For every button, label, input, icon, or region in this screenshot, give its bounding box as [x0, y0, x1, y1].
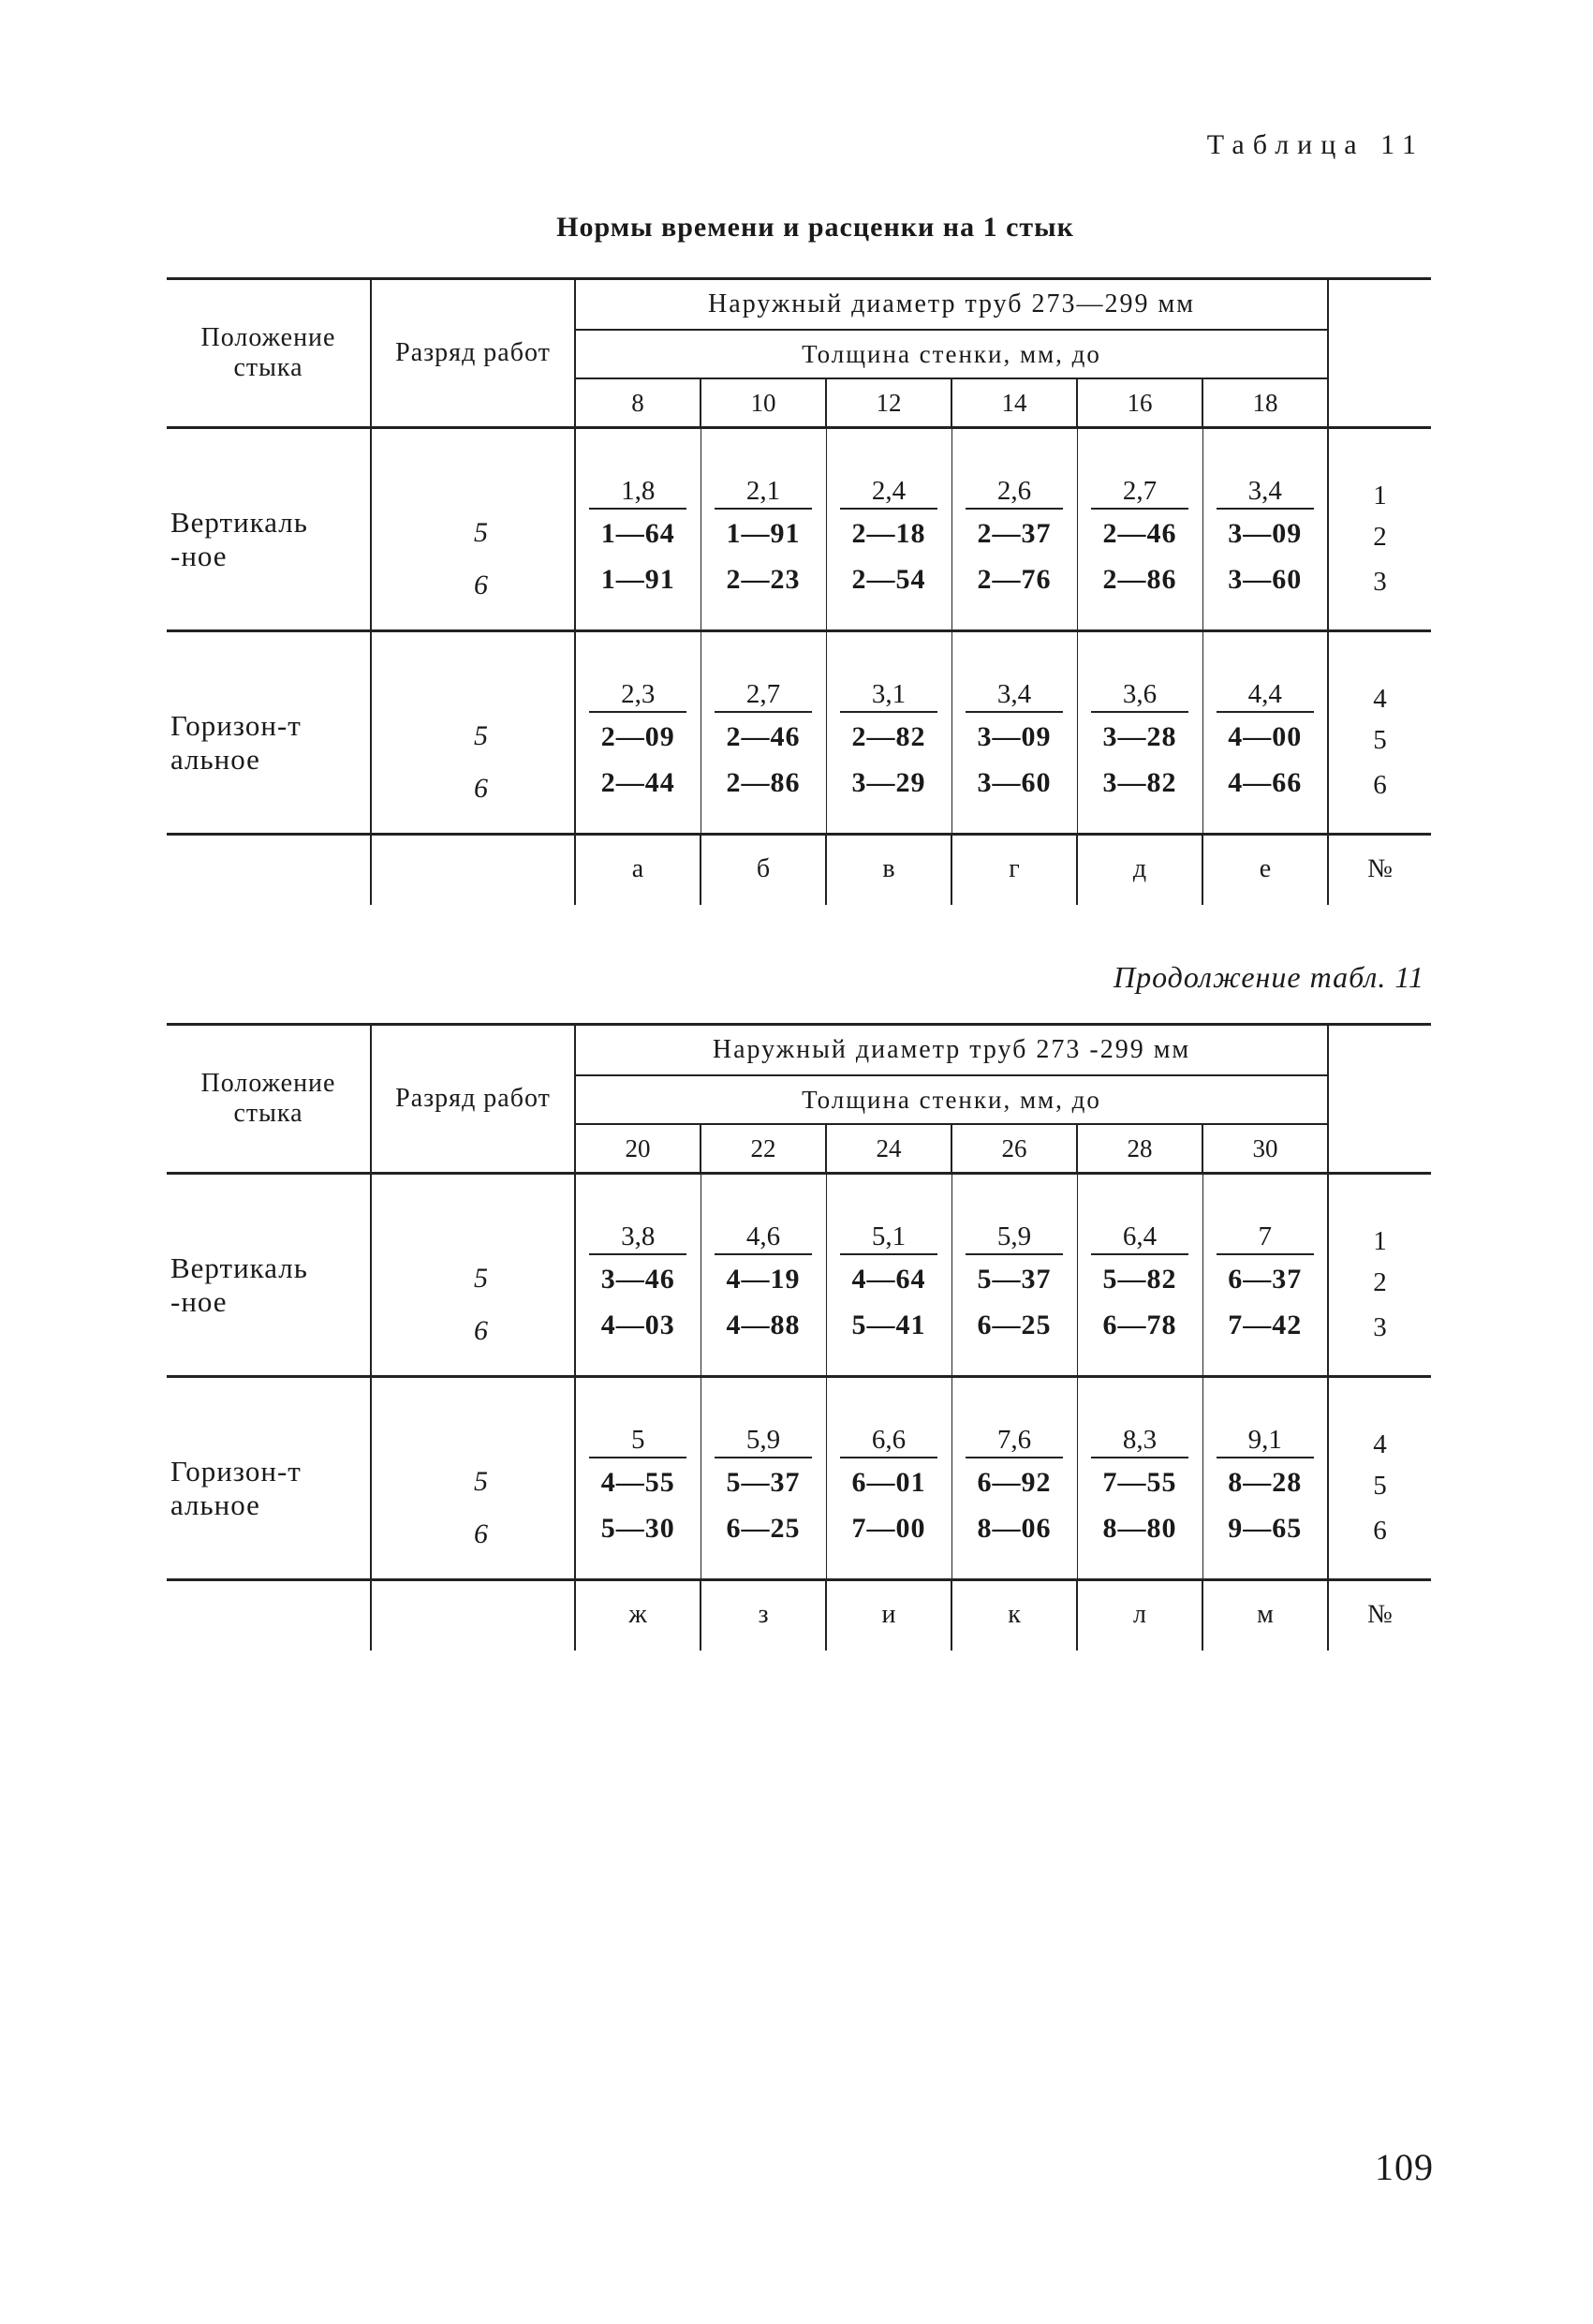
rate-grade-6: 5—41: [851, 1310, 926, 1340]
grade-value: 5: [474, 517, 488, 548]
table-row-group: [167, 631, 1431, 835]
value-cell: [951, 1174, 1077, 1377]
grade-value: 5: [474, 1263, 488, 1294]
time-norm: 2,4: [840, 474, 937, 510]
column-letter: е: [1259, 854, 1272, 883]
row-number: 6: [1373, 770, 1387, 800]
time-norm: 7: [1217, 1220, 1314, 1255]
thickness-column-header: 22: [701, 1124, 826, 1172]
value-cell: [1077, 1174, 1202, 1377]
time-norm: 5: [589, 1423, 686, 1458]
column-letters-row: [167, 1580, 1431, 1651]
thickness-header: Толщина стенки, мм, до: [575, 330, 1328, 378]
rate-grade-5: 2—18: [851, 518, 926, 549]
diameter-header: Наружный диаметр труб 273—299 мм: [575, 279, 1328, 331]
row-number: 6: [1373, 1516, 1387, 1546]
page-number: 109: [1375, 2146, 1434, 2188]
rate-grade-6: 4—66: [1228, 767, 1303, 798]
value-cell: [575, 428, 701, 631]
time-norm: 1,8: [589, 474, 686, 510]
row-number: 2: [1373, 522, 1387, 552]
rate-grade-5: 3—46: [600, 1264, 675, 1295]
rate-grade-5: 8—28: [1228, 1467, 1303, 1498]
column-letter: л: [1133, 1600, 1146, 1629]
grade-cell: [371, 1377, 575, 1580]
position-text: Вертикаль-ное: [170, 506, 308, 572]
position-header: Положение стыка: [167, 1025, 371, 1173]
value-cell: [1077, 631, 1202, 835]
thickness-column-header: 16: [1077, 378, 1202, 426]
value-cell: [951, 1377, 1077, 1580]
column-letters-row: [167, 835, 1431, 906]
diameter-header: Наружный диаметр труб 273 -299 мм: [575, 1025, 1328, 1076]
time-norm: 6,6: [840, 1423, 937, 1458]
position-header: Положение стыка: [167, 279, 371, 427]
rate-grade-6: 3—60: [977, 767, 1052, 798]
norms-table-1: [167, 277, 1431, 905]
thickness-column-header: 26: [951, 1124, 1077, 1172]
value-cell: [826, 631, 951, 835]
value-cell: [701, 631, 826, 835]
value-cell: [1202, 428, 1328, 631]
position-label: [167, 1174, 371, 1377]
table-caption: Таблица 11: [1206, 129, 1424, 160]
rate-grade-5: 5—37: [726, 1467, 801, 1498]
rate-grade-5: 7—55: [1102, 1467, 1177, 1498]
time-norm: 4,4: [1217, 677, 1314, 713]
rate-grade-5: 5—82: [1102, 1264, 1177, 1295]
position-label: [167, 428, 371, 631]
value-cell: [1202, 1377, 1328, 1580]
number-header-blank: [1328, 279, 1431, 427]
value-cell: [826, 1174, 951, 1377]
thickness-column-header: 18: [1202, 378, 1328, 426]
thickness-column-header: 12: [826, 378, 951, 426]
rate-grade-6: 4—88: [726, 1310, 801, 1340]
norms-table-grid: [167, 1023, 1431, 1650]
grade-header: Разряд работ: [371, 279, 575, 427]
thickness-column-header: 20: [575, 1124, 701, 1172]
value-cell: [1077, 428, 1202, 631]
rate-grade-5: 1—91: [726, 518, 801, 549]
grade-value: 6: [474, 1518, 488, 1549]
row-number: 5: [1373, 1471, 1387, 1501]
continuation-caption: Продолжение табл. 11: [1113, 960, 1424, 994]
time-norm: 5,9: [715, 1423, 812, 1458]
time-norm: 2,7: [1091, 474, 1188, 510]
value-cell: [701, 1377, 826, 1580]
value-cell: [575, 1174, 701, 1377]
row-number: 1: [1373, 1226, 1387, 1256]
thickness-column-header: 28: [1077, 1124, 1202, 1172]
column-letter: и: [881, 1600, 896, 1629]
thickness-column-header: 8: [575, 378, 701, 426]
grade-value: 5: [474, 1466, 488, 1497]
rate-grade-6: 2—76: [977, 564, 1052, 595]
time-norm: 3,4: [1217, 474, 1314, 510]
rate-grade-6: 3—60: [1228, 564, 1303, 595]
grade-value: 6: [474, 773, 488, 804]
time-norm: 5,1: [840, 1220, 937, 1255]
row-number: 3: [1373, 1312, 1387, 1342]
rate-grade-6: 1—91: [600, 564, 675, 595]
rate-grade-5: 3—09: [977, 721, 1052, 752]
rate-grade-6: 5—30: [600, 1513, 675, 1544]
position-label: [167, 631, 371, 835]
column-letter: а: [631, 854, 644, 883]
position-label: [167, 1377, 371, 1580]
column-letter: м: [1257, 1600, 1274, 1629]
rate-grade-5: 2—82: [851, 721, 926, 752]
rate-grade-6: 2—44: [600, 767, 675, 798]
time-norm: 6,4: [1091, 1220, 1188, 1255]
rate-grade-6: 2—54: [851, 564, 926, 595]
column-letter: б: [756, 854, 771, 883]
rate-grade-5: 2—09: [600, 721, 675, 752]
time-norm: 3,6: [1091, 677, 1188, 713]
rate-grade-5: 2—46: [1102, 518, 1177, 549]
rate-grade-5: 6—37: [1228, 1264, 1303, 1295]
time-norm: 8,3: [1091, 1423, 1188, 1458]
grade-cell: [371, 1174, 575, 1377]
rate-grade-5: 4—19: [726, 1264, 801, 1295]
rate-grade-6: 4—03: [600, 1310, 675, 1340]
grade-cell: [371, 631, 575, 835]
rate-grade-6: 6—25: [977, 1310, 1052, 1340]
column-letter: ж: [628, 1600, 647, 1629]
rate-grade-5: 4—00: [1228, 721, 1303, 752]
rate-grade-6: 9—65: [1228, 1513, 1303, 1544]
time-norm: 2,1: [715, 474, 812, 510]
norms-table-2: [167, 1023, 1431, 1650]
rate-grade-6: 2—86: [1102, 564, 1177, 595]
row-number-cell: [1328, 1377, 1431, 1580]
grade-cell: [371, 428, 575, 631]
page-title: Нормы времени и расценки на 1 стык: [556, 212, 1074, 243]
thickness-column-header: 30: [1202, 1124, 1328, 1172]
rate-grade-5: 4—64: [851, 1264, 926, 1295]
position-text: Горизон-тальное: [170, 709, 302, 776]
rate-grade-5: 3—09: [1228, 518, 1303, 549]
row-number: 4: [1373, 684, 1387, 714]
rate-grade-6: 7—42: [1228, 1310, 1303, 1340]
rate-grade-5: 4—55: [600, 1467, 675, 1498]
table-row-group: [167, 428, 1431, 631]
value-cell: [826, 428, 951, 631]
rate-grade-5: 2—37: [977, 518, 1052, 549]
row-number-cell: [1328, 1174, 1431, 1377]
value-cell: [826, 1377, 951, 1580]
time-norm: 2,6: [966, 474, 1063, 510]
rate-grade-6: 3—82: [1102, 767, 1177, 798]
time-norm: 9,1: [1217, 1423, 1314, 1458]
row-number-cell: [1328, 631, 1431, 835]
rate-grade-6: 7—00: [851, 1513, 926, 1544]
table-row-group: [167, 1174, 1431, 1377]
time-norm: 4,6: [715, 1220, 812, 1255]
time-norm: 3,1: [840, 677, 937, 713]
rate-grade-5: 6—01: [851, 1467, 926, 1498]
row-number: 4: [1373, 1429, 1387, 1459]
rate-grade-6: 3—29: [851, 767, 926, 798]
column-letter: г: [1009, 854, 1020, 883]
value-cell: [701, 428, 826, 631]
position-text: Вертикаль-ное: [170, 1251, 308, 1318]
row-number: 5: [1373, 725, 1387, 755]
thickness-header: Толщина стенки, мм, до: [575, 1075, 1328, 1124]
thickness-column-header: 24: [826, 1124, 951, 1172]
row-number: 2: [1373, 1267, 1387, 1297]
time-norm: 3,8: [589, 1220, 686, 1255]
thickness-column-header: 10: [701, 378, 826, 426]
rate-grade-6: 6—78: [1102, 1310, 1177, 1340]
rate-grade-5: 6—92: [977, 1467, 1052, 1498]
time-norm: 2,3: [589, 677, 686, 713]
rate-grade-6: 2—86: [726, 767, 801, 798]
time-norm: 3,4: [966, 677, 1063, 713]
value-cell: [575, 1377, 701, 1580]
row-number: 1: [1373, 481, 1387, 511]
value-cell: [951, 631, 1077, 835]
number-label: №: [1367, 854, 1393, 883]
value-cell: [575, 631, 701, 835]
table-row-group: [167, 1377, 1431, 1580]
rate-grade-6: 2—23: [726, 564, 801, 595]
value-cell: [1202, 631, 1328, 835]
rate-grade-5: 5—37: [977, 1264, 1052, 1295]
grade-value: 5: [474, 720, 488, 751]
column-letter: в: [882, 854, 895, 883]
rate-grade-5: 2—46: [726, 721, 801, 752]
row-number: 3: [1373, 567, 1387, 597]
column-letter: з: [758, 1600, 769, 1629]
row-number-cell: [1328, 428, 1431, 631]
grade-value: 6: [474, 570, 488, 600]
grade-header: Разряд работ: [371, 1025, 575, 1173]
value-cell: [1202, 1174, 1328, 1377]
column-letter: д: [1132, 854, 1147, 883]
norms-table-grid: [167, 277, 1431, 905]
rate-grade-6: 8—06: [977, 1513, 1052, 1544]
number-label: №: [1367, 1600, 1393, 1629]
rate-grade-5: 1—64: [600, 518, 675, 549]
time-norm: 5,9: [966, 1220, 1063, 1255]
position-text: Горизон-тальное: [170, 1455, 302, 1521]
thickness-column-header: 14: [951, 378, 1077, 426]
time-norm: 2,7: [715, 677, 812, 713]
rate-grade-5: 3—28: [1102, 721, 1177, 752]
column-letter: к: [1008, 1600, 1021, 1629]
time-norm: 7,6: [966, 1423, 1063, 1458]
number-header-blank: [1328, 1025, 1431, 1173]
value-cell: [701, 1174, 826, 1377]
value-cell: [1077, 1377, 1202, 1580]
rate-grade-6: 8—80: [1102, 1513, 1177, 1544]
grade-value: 6: [474, 1315, 488, 1346]
value-cell: [951, 428, 1077, 631]
rate-grade-6: 6—25: [726, 1513, 801, 1544]
